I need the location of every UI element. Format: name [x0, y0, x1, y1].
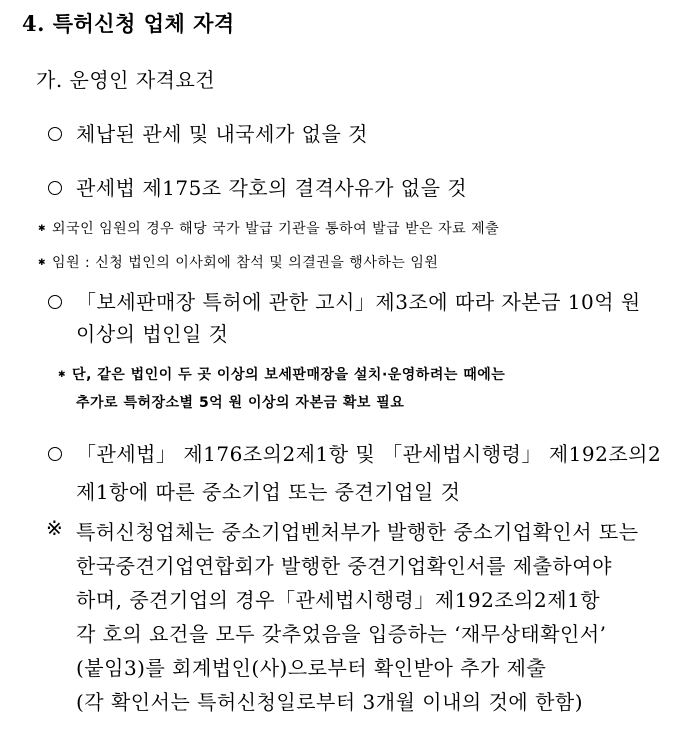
subsection-title: 가. 운영인 자격요건: [36, 68, 216, 92]
note-line: (붙임3)를 회계법인(사)으로부터 확인받아 추가 제출: [76, 656, 547, 680]
hollow-circle-icon: [48, 295, 62, 309]
section-title: 4. 특허신청 업체 자격: [22, 11, 235, 36]
note-line: 각 호의 요건을 모두 갖추었음을 입증하는 ‘재무상태확인서’: [76, 622, 607, 646]
list-item: 관세법 제175조 각호의 결격사유가 없을 것: [48, 172, 467, 201]
hollow-circle-icon: [48, 127, 62, 141]
hollow-circle-icon: [48, 447, 62, 461]
note-line: 한국중견기업연합회가 발행한 중견기업확인서를 제출하여야: [76, 554, 612, 578]
footnote: ✱ 임원 : 신청 법인의 이사회에 참석 및 의결권을 행사하는 임원: [38, 255, 439, 271]
bold-note: ✱ 단, 같은 법인이 두 곳 이상의 보세판매장을 설치·운영하려는 때에는: [58, 367, 506, 383]
reference-mark-icon: ※: [46, 516, 64, 540]
list-item: 체납된 관세 및 내국세가 없을 것: [48, 118, 368, 147]
small-star-icon: ✱: [38, 224, 47, 234]
list-item: 「보세판매장 특허에 관한 고시」제3조에 따라 자본금 10억 원: [48, 286, 641, 315]
footnote: ✱ 외국인 임원의 경우 해당 국가 발급 기관을 통하여 발급 받은 자료 제출: [38, 221, 500, 237]
note-line: 하며, 중견기업의 경우「관세법시행령」제192조의2제1항: [76, 588, 601, 612]
small-star-icon: ✱: [58, 370, 67, 380]
note-line: 특허신청업체는 중소기업벤처부가 발행한 중소기업확인서 또는: [76, 520, 639, 544]
list-item-continuation: 제1항에 따른 중소기업 또는 중견기업일 것: [76, 480, 461, 504]
list-item-continuation: 이상의 법인일 것: [76, 322, 229, 346]
bold-note-continuation: 추가로 특허장소별 5억 원 이상의 자본금 확보 필요: [76, 395, 405, 411]
hollow-circle-icon: [48, 181, 62, 195]
small-star-icon: ✱: [38, 258, 47, 268]
note-line: (각 확인서는 특허신청일로부터 3개월 이내의 것에 한함): [76, 690, 584, 714]
list-item: 「관세법」 제176조의2제1항 및 「관세법시행령」 제192조의2: [48, 438, 661, 467]
